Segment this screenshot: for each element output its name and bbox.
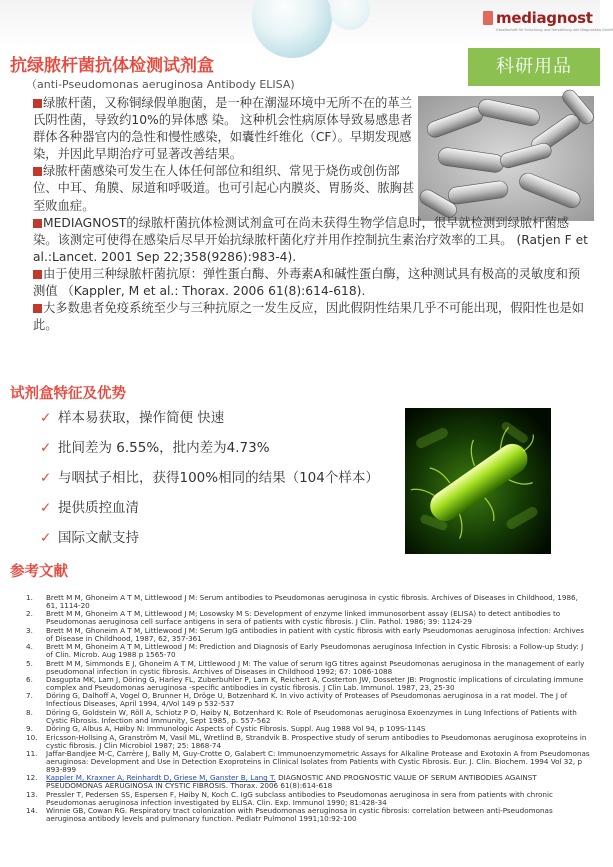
reference-item: 14. Winnie GB, Cowan RG. Respiratory tract colonization with Pseudomonas aeruginosa in cystic fibrosis: correlation between anti-Pseudomonas aeruginosa antibody levels and pulmonary function. Pediatr Pulmonol 1991;10:92-100 [26, 806, 553, 824]
reference-item: 6. Dasgupta MK, Lam J, Döring G, Harley FL, Zuberbuhler P, Lam K, Reichert A, Costerton JW, Dosseter JB: Prognostic implications of circulating immune complex and Pseudomonas aeruginosa -specific antibodies in cystic fibrosis. J Clin Lab. Immunol. 1987, 23, 25-30 [26, 675, 584, 692]
brand-mark-icon [483, 11, 493, 25]
reference-item: 7. Döring G, Dalhoff A, Vogel O, Brunner H, Dröge U, Botzenhard K. In vivo activity of Proteases of Pseudomonas aeruginosa in a rat model. The J of Infectious Diseases, April 1994, 4/Vol 149 p 532-537 [26, 691, 568, 709]
intro-text-4: 由于使用三种绿脓杆菌抗原：弹性蛋白酶、外毒素A和碱性蛋白酶，这种测试具有极高的灵敏度和预测值 （Kappler, M et al.: Thorax. 2006 61(8):614-618). [33, 266, 581, 299]
references-list [26, 594, 591, 824]
feature-item [40, 526, 139, 546]
feature-text: 提供质控血清 [58, 500, 139, 516]
references-heading: 参考文献 [10, 564, 68, 580]
bullet-square-icon [33, 219, 42, 228]
page-title: 抗绿脓杆菌抗体检测试剂盒 [10, 56, 214, 76]
bullet-square-icon [33, 99, 42, 108]
intro-text [33, 95, 588, 334]
bullet-square-icon [33, 304, 42, 313]
reference-link[interactable]: Kappler M, Kraxner A, Reinhardt D, Griese M, Ganster B, Lang T. [46, 773, 276, 783]
feature-item [40, 466, 379, 486]
bullet-square-icon [33, 270, 42, 279]
intro-paragraph [33, 266, 588, 300]
feature-text: 样本易获取，操作简便 快速 [58, 410, 225, 426]
bubble-graphic [252, 0, 332, 58]
checkmark-icon: ✓ [40, 440, 52, 456]
feature-text: 批间差为 6.55%，批内差为4.73% [58, 440, 270, 456]
intro-text-1: 绿脓杆菌，又称铜绿假单胞菌，是一种在潮湿环境中无所不在的革兰氏阴性菌，导致约10%的异体感 染。 这种机会性病原体导致易感患者群体各种器官内的急性和慢性感染，如囊性纤维化（CF）。早期发现感染，并因此早期治疗可显著改善结果。 [33, 96, 413, 162]
page-subtitle: （anti-Pseudomonas aeruginosa Antibody ELISA) [26, 78, 295, 91]
brand-tagline: Gesellschaft für Forschung und Herstellung von Diagnostika GmbH [496, 28, 613, 32]
reference-item: 5. Brett M M, Simmonds E J, Ghoneim A T M, Littlewood J M: The value of serum IgG titres against Pseudomonas aeruginosa in the management of early pseudomonal infection in cystic fibrosis. Archives of Diseases in Childhood 1992; 67: 1086-1088 [26, 658, 585, 676]
reference-item: 2. Brett M M, Ghoneim A T M, Littlewood J M; Losowsky M S: Development of enzyme linked immunosorbent assay (ELISA) to detect antibodies to Pseudomonas aeruginosa cell surface antigens in sera of patients with cystic fibrosis. J Clin. Pathol. 1986; 39: 1124-29 [26, 609, 561, 627]
reference-item: 12. Kappler M, Kraxner A, Reinhardt D, Griese M, Ganster B, Lang T. DIAGNOSTIC AND PROGNOSTIC VALUE OF SERUM ANTIBODIES AGAINST PSEUDOMONAS AERUGINOSA IN CYSTIC FIBROSIS. Thorax. 2006 61(8):614-618 [26, 773, 537, 791]
feature-item [40, 436, 270, 456]
category-badge: 科研用品 [468, 48, 600, 86]
intro-paragraph [33, 163, 417, 214]
brand-logo [483, 8, 613, 38]
checkmark-icon: ✓ [40, 530, 52, 546]
feature-item [40, 496, 139, 516]
intro-paragraph [33, 215, 588, 266]
reference-item: 4. Brett M M, Ghoneim A T M, Littlewood J M: Prediction and Diagnosis of Early Pseudomonas aeruginosa Infection in Cystic Fibrosis: a Follow-up Study: J of Clin. Microb. Aug 1988 p 1565-70 [26, 642, 584, 660]
reference-item: 13. Pressler T, Pedersen SS, Espersen F, Høiby N, Koch C. IgG subclass antibodies to Pseudomonas aeruginosa in sera from patients with chronic Pseudomonas aeruginosa infection investigated by ELISA. Clin. Exp. Immunol 1990; 81:428-34 [26, 789, 553, 807]
reference-item: 11. Jaffar-Bandjee M-C, Carrère J, Bally M, Guy-Crotte O, Galabert C: Immunoenzymometric Assays for Alkaline Protease and Exotoxin A from Pseudomonas aeruginosa: Development and Use in Detection Exoproteins in Clinical Isolates from Patients with Cystic Fibrosis. Eur. J. Clin. Biochem. 1994 Vol 32, p 893-899 [26, 749, 590, 774]
brand-name: mediagnost [496, 9, 593, 27]
bubble-graphic-small [330, 0, 370, 30]
intro-paragraph [33, 300, 588, 334]
intro-paragraph [33, 95, 417, 163]
feature-text: 与咽拭子相比，获得100%相同的结果（104个样本） [58, 470, 379, 486]
checkmark-icon: ✓ [40, 500, 52, 516]
intro-text-5: 大多数患者免疫系统至少与三种抗原之一发生反应，因此假阴性结果几乎不可能出现，假阳性也是如此。 [33, 301, 585, 333]
reference-item: 1. Brett M M, Ghoneim A T M, Littlewood J M: Serum antibodies to Pseudomonas aeruginosa in cystic fibrosis. Archives of Diseases in Childhood, 1986, 61, 1114-20 [26, 593, 578, 610]
reference-item: 9. Döring G, Albus A, Høiby N: Immunologic Aspects of Cystic Fibrosis. Suppl. Aug 1988 Vol 94, p 109S-114S [26, 724, 426, 734]
reference-item: 10. Ericsson-Hollsing A, Granström M, Vasil ML, Wretlind B, Strandvik B. Prospective study of serum antibodies to Pseudomonas aeruginosa exoproteins in cystic fibrosis. J Clin Microbiol 1987; 25: 1868-74 [26, 732, 587, 750]
feature-item [40, 406, 224, 426]
feature-text: 国际文献支持 [58, 530, 139, 546]
intro-text-2: 绿脓杆菌感染可发生在人体任何部位和组织、常见于烧伤或创伤部位、中耳、角膜、尿道和呼吸道。也可引起心内膜炎、胃肠炎、脓胸甚至败血症。 [33, 164, 415, 213]
checkmark-icon: ✓ [40, 470, 52, 486]
reference-item: 3. Brett M M, Ghoneim A T M, Littlewood J M: Serum IgG antibodies in patient with cystic fibrosis with early Pseudomonas aeruginosa infection: Archives of Disease in Childhood, 1987, 62, 357-361 [26, 625, 584, 643]
features-heading: 试剂盒特征及优势 [10, 386, 126, 402]
intro-text-3: MEDIAGNOST的绿脓杆菌抗体检测试剂盒可在尚未获得生物学信息时，很早就检测到绿脓杆菌感染。该测定可使得在感染后尽早开始抗绿脓杆菌化疗并用作控制抗生素治疗效率的工具。 (Ratjen F et al.:Lancet. 2001 Sep 22;358(9286):983-4). [33, 215, 588, 264]
reference-item: 8. Döring G, Goldstein W, Röll A, Schiotz P O, Høiby N, Botzenhard K: Role of Pseudomonas aeruginosa Exoenzymes in Lung Infections of Patients with Cystic Fibrosis. Infection and Immunity, Sept 1985, p. 557-562 [26, 707, 577, 725]
green-bacteria-image [405, 408, 551, 554]
bullet-square-icon [33, 167, 42, 176]
checkmark-icon: ✓ [40, 410, 52, 426]
